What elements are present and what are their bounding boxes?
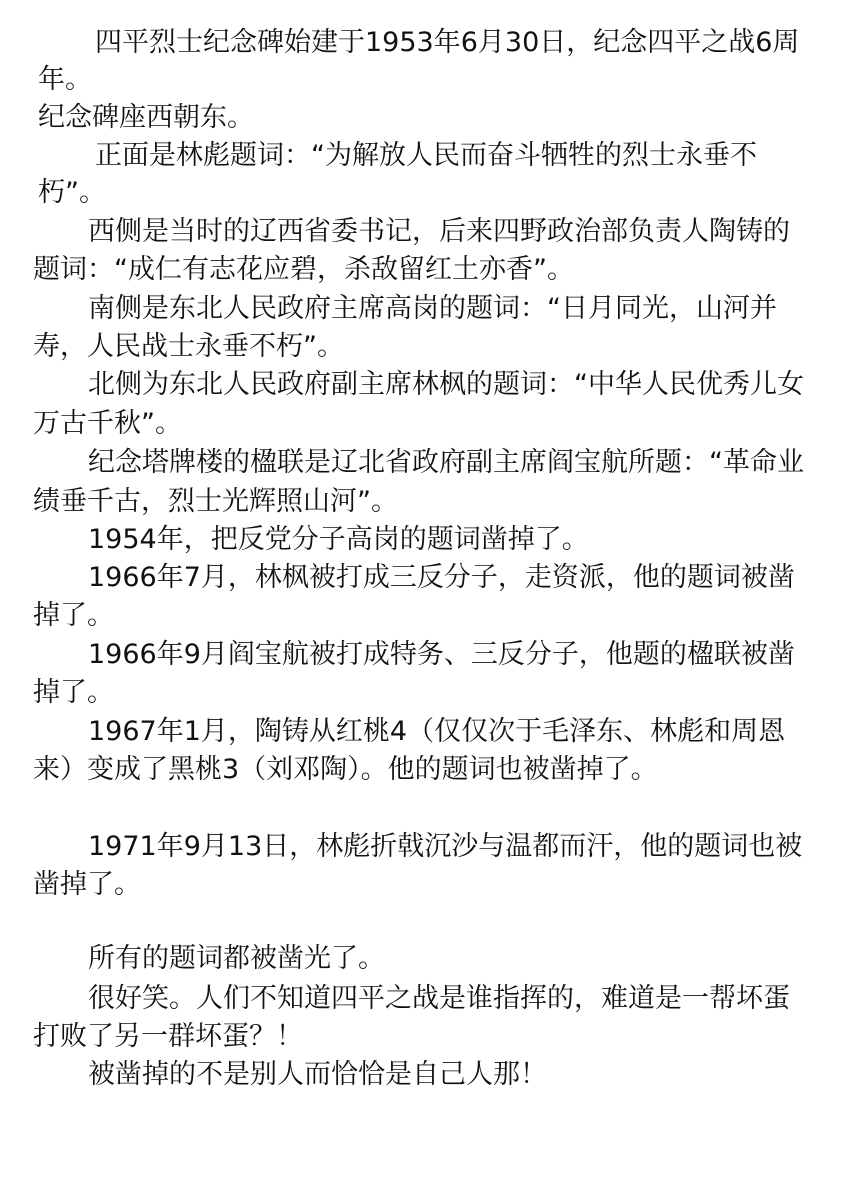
text-line-12: 纪念塔牌楼的楹联是辽北省政府副主席阎宝航所题：“革命业 bbox=[88, 447, 804, 478]
text-line-6: 西侧是当时的辽西省委书记，后来四野政治部负责人陶铸的 bbox=[88, 216, 790, 247]
text-line-9: 寿，人民战士永垂不朽”。 bbox=[33, 331, 344, 362]
text-line-25: 打败了另一群坏蛋？！ bbox=[33, 1021, 303, 1052]
text-line-1: 四平烈士纪念碑始建于1953年6月30日，纪念四平之战6周 bbox=[95, 27, 800, 58]
text-line-4: 正面是林彪题词：“为解放人民而奋斗牺牲的烈士永垂不 bbox=[95, 140, 757, 171]
text-line-10: 北侧为东北人民政府副主席林枫的题词：“中华人民优秀儿女 bbox=[88, 369, 804, 400]
text-line-14: 1954年，把反党分子高岗的题词凿掉了。 bbox=[88, 524, 589, 555]
text-line-22: 凿掉了。 bbox=[33, 869, 141, 900]
text-line-13: 绩垂千古，烈士光辉照山河”。 bbox=[33, 486, 398, 517]
text-line-17: 1966年9月阎宝航被打成特务、三反分子，他题的楹联被凿 bbox=[88, 639, 795, 670]
text-line-3: 纪念碑座西朝东。 bbox=[38, 102, 254, 133]
text-line-11: 万古千秋”。 bbox=[33, 408, 182, 439]
text-line-21: 1971年9月13日，林彪折戟沉沙与温都而汗，他的题词也被 bbox=[88, 831, 803, 862]
text-line-20: 来）变成了黑桃3（刘邓陶）。他的题词也被凿掉了。 bbox=[33, 754, 658, 785]
text-line-8: 南侧是东北人民政府主席高岗的题词：“日月同光，山河并 bbox=[88, 293, 777, 324]
text-line-26: 被凿掉的不是别人而恰恰是自己人那！ bbox=[88, 1059, 547, 1090]
text-line-5: 朽”。 bbox=[38, 177, 106, 208]
text-line-15: 1966年7月，林枫被打成三反分子，走资派，他的题词被凿 bbox=[88, 562, 795, 593]
text-line-24: 很好笑。人们不知道四平之战是谁指挥的，难道是一帮坏蛋 bbox=[88, 983, 790, 1014]
text-line-23: 所有的题词都被凿光了。 bbox=[88, 943, 385, 974]
text-line-16: 掉了。 bbox=[33, 600, 114, 631]
text-line-2: 年。 bbox=[38, 64, 92, 95]
text-line-19: 1967年1月，陶铸从红桃4（仅仅次于毛泽东、林彪和周恩 bbox=[88, 716, 786, 747]
text-line-18: 掉了。 bbox=[33, 677, 114, 708]
text-line-7: 题词：“成仁有志花应碧，杀敌留红土亦香”。 bbox=[33, 254, 574, 285]
